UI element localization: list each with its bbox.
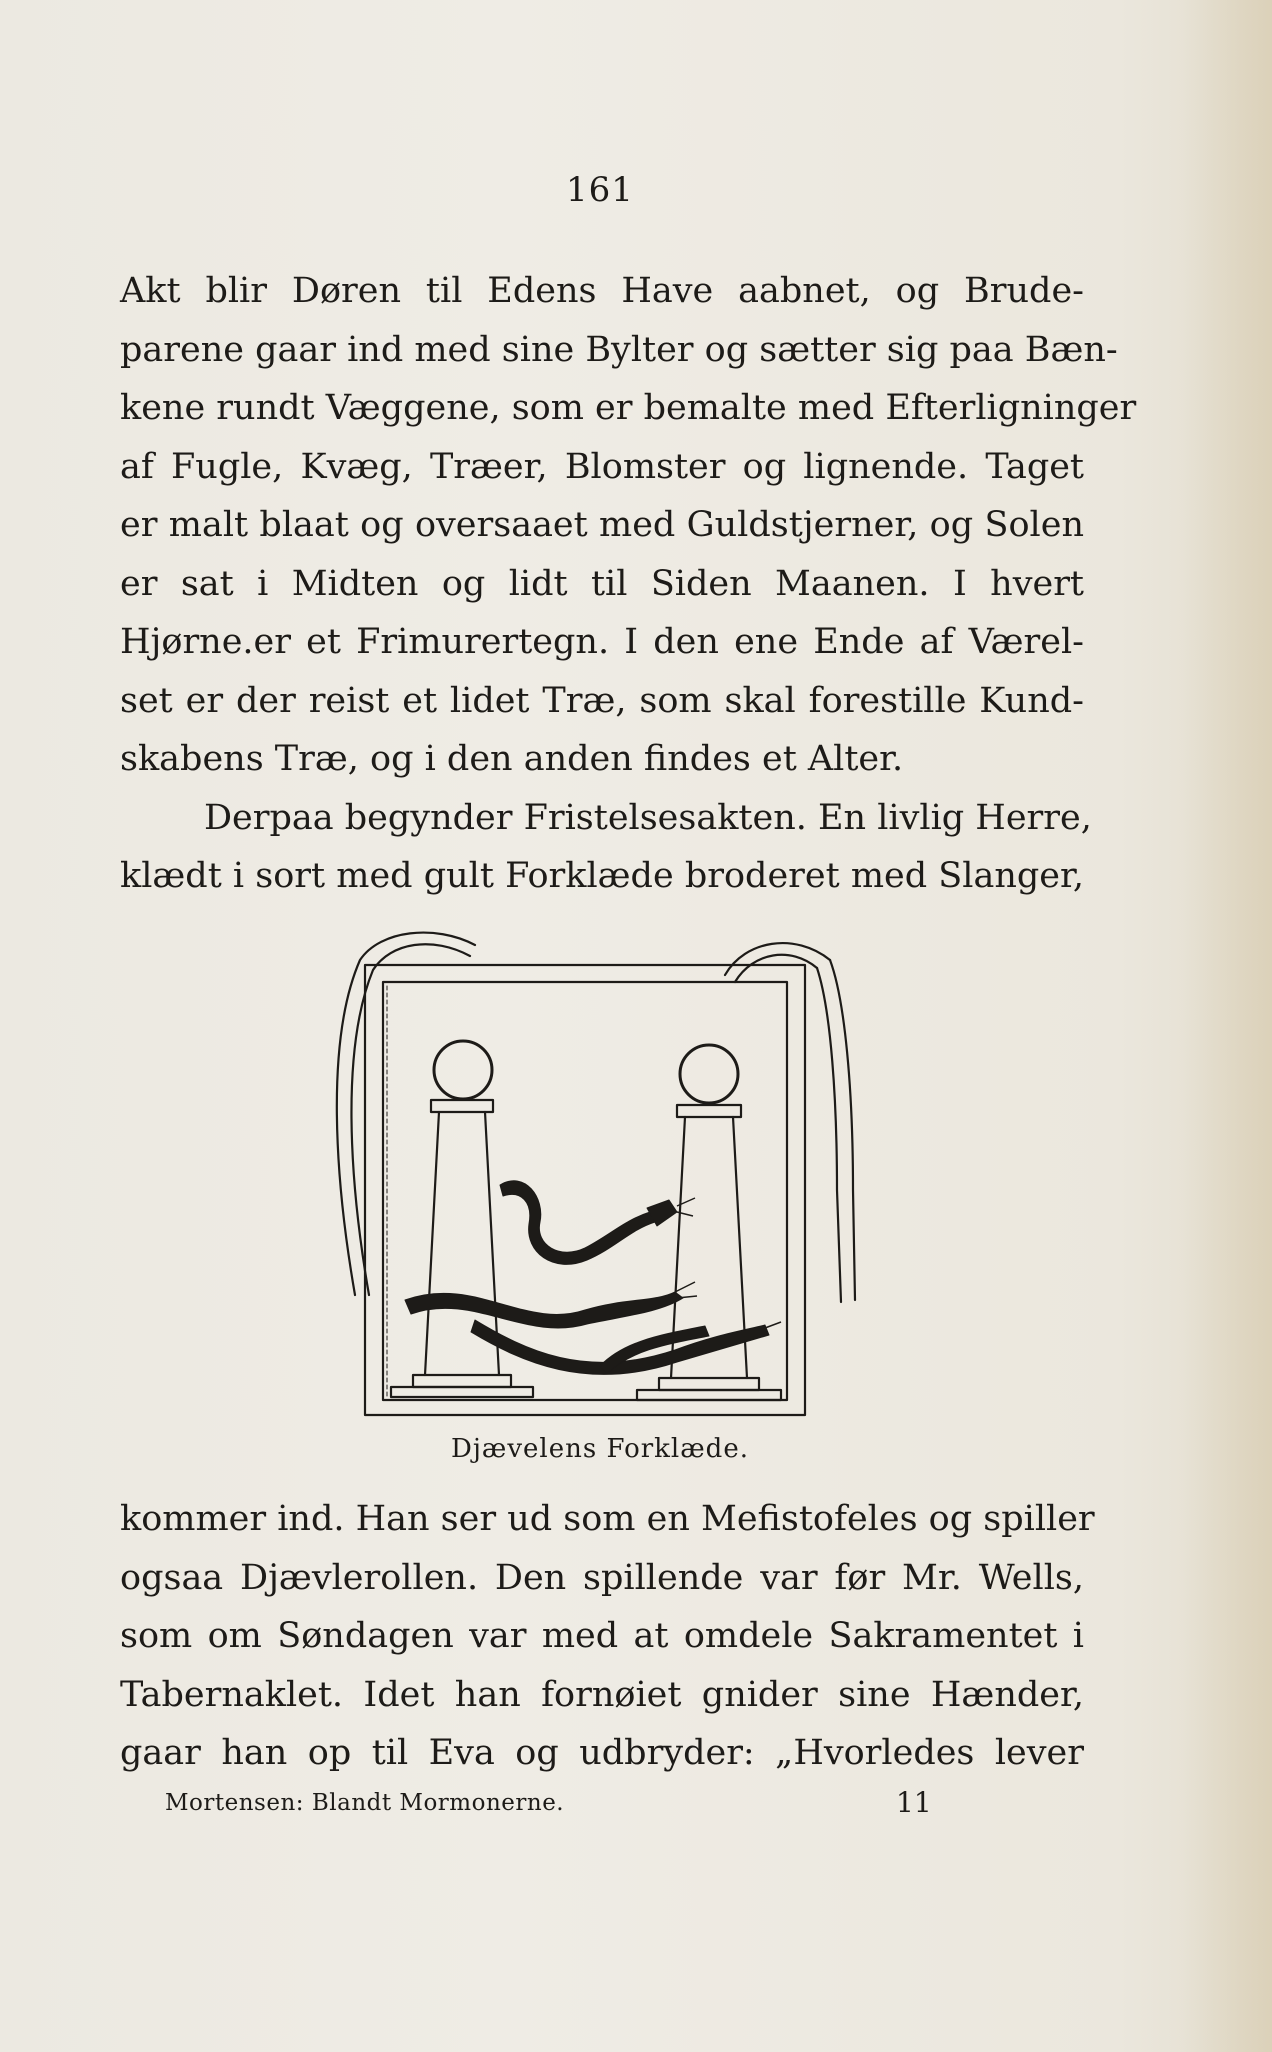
body-text-bottom [120,1490,1095,1783]
text-line: klædt i sort med gult Forklæde broderet med Slanger, [120,856,1084,896]
text-line: ogsaa Djævlerollen. Den spillende var før Mr. Wells, [120,1557,1084,1598]
figure-caption: Djævelens Forklæde. [451,1434,749,1464]
text-line: parene gaar ind med sine Bylter og sætter sig paa Bæn- [120,329,1118,370]
text-line: Hjørne.er et Frimurertegn. I den ene Ende af Værel- [120,622,1084,662]
text-line-paragraph-start: Derpaa begynder Fristelsesakten. En livlig Herre, [204,797,1092,838]
text-line: skabens Træ, og i den anden findes et Alter. [120,739,904,779]
text-line: gaar han op til Eva og udbryder: „Hvorledes lever [120,1733,1084,1773]
page-number: 161 [566,170,634,210]
text-line: som om Søndagen var med at omdele Sakramentet i [120,1616,1084,1656]
text-line: Akt blir Døren til Edens Have aabnet, og Brude- [120,271,1084,311]
text-line: er malt blaat og oversaaet med Guldstjerner, og Solen [120,505,1084,545]
text-line: kommer ind. Han ser ud som en Mefistofeles og spiller [120,1499,1095,1539]
body-text-top [120,262,1137,906]
text-line: er sat i Midten og lidt til Siden Maanen. I hvert [120,563,1084,604]
text-line: Tabernaklet. Idet han fornøiet gnider sine Hænder, [120,1674,1084,1715]
text-line: set er der reist et lidet Træ, som skal forestille Kund- [120,680,1084,721]
apron-illustration-icon [325,930,875,1430]
text-line: af Fugle, Kvæg, Træer, Blomster og lignende. Taget [120,446,1084,487]
signature-mark: Mortensen: Blandt Mormonerne. [165,1790,565,1816]
signature-number: 11 [896,1786,932,1819]
text-line: kene rundt Væggene, som er bemalte med Efterligninger [120,388,1137,428]
